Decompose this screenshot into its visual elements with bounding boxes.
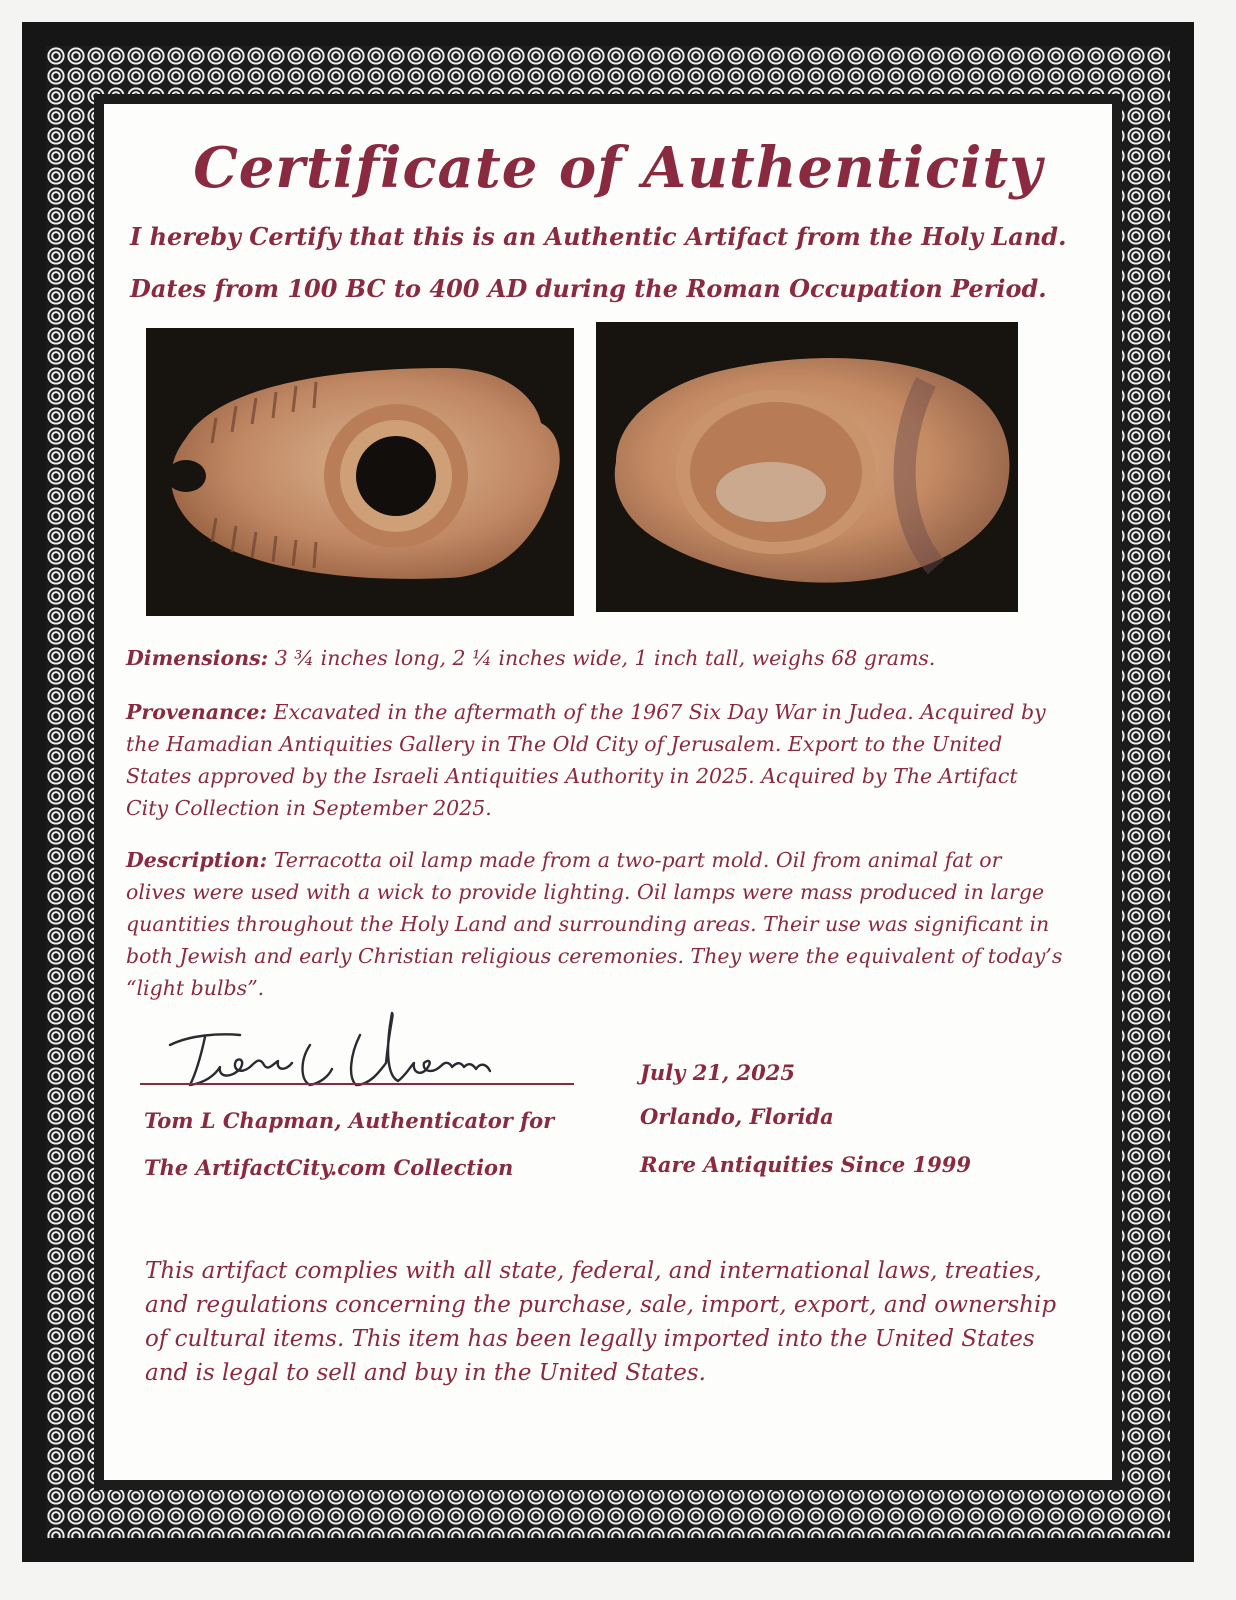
handwritten-signature xyxy=(160,1005,520,1095)
description-label: Description: xyxy=(126,848,268,872)
compliance-statement: This artifact complies with all state, federal, and international laws, treaties, and regulations concerning the purchase, sale, import, export, and ownership of cultural items. This item has been legally imported into the United States and is legal to sell and buy in the United States. xyxy=(145,1258,1057,1386)
certificate-title: Certificate of Authenticity xyxy=(193,135,1043,201)
certificate-location: Orlando, Florida xyxy=(640,1104,834,1129)
certificate-date: July 21, 2025 xyxy=(640,1060,795,1085)
lamp-top-photo xyxy=(146,328,574,616)
provenance-paragraph xyxy=(126,696,1056,824)
description-paragraph xyxy=(126,844,1066,1004)
authenticator-collection: The ArtifactCity.com Collection xyxy=(144,1155,514,1180)
dates-statement: Dates from 100 BC to 400 AD during the Roman Occupation Period. xyxy=(130,274,1047,303)
provenance-text: Excavated in the aftermath of the 1967 Six Day War in Judea. Acquired by the Hamadian Antiquities Gallery in The Old City of Jerusalem. Export to the United States approved by the Israeli Antiquities Authority in 2025. Acquired by The Artifact City Collection in September 2025. xyxy=(126,700,1046,820)
authenticator-name: Tom L Chapman, Authenticator for xyxy=(144,1108,555,1133)
dimensions-text: 3 ¾ inches long, 2 ¼ inches wide, 1 inch tall, weighs 68 grams. xyxy=(268,646,936,670)
dimensions-paragraph xyxy=(126,642,1056,674)
provenance-label: Provenance: xyxy=(126,700,268,724)
dimensions-label: Dimensions: xyxy=(126,646,269,670)
lamp-bottom-photo xyxy=(596,322,1018,612)
description-text: Terracotta oil lamp made from a two-part mold. Oil from animal fat or olives were used with a wick to provide lighting. Oil lamps were mass produced in large quantities throughout the Holy Land and surrounding areas. Their use was significant in both Jewish and early Christian religious ceremonies. They were the equivalent of today’s “light bulbs”. xyxy=(126,848,1063,1000)
signature-line xyxy=(140,1083,574,1085)
certify-statement: I hereby Certify that this is an Authentic Artifact from the Holy Land. xyxy=(130,222,1067,251)
company-tagline: Rare Antiquities Since 1999 xyxy=(640,1152,971,1177)
